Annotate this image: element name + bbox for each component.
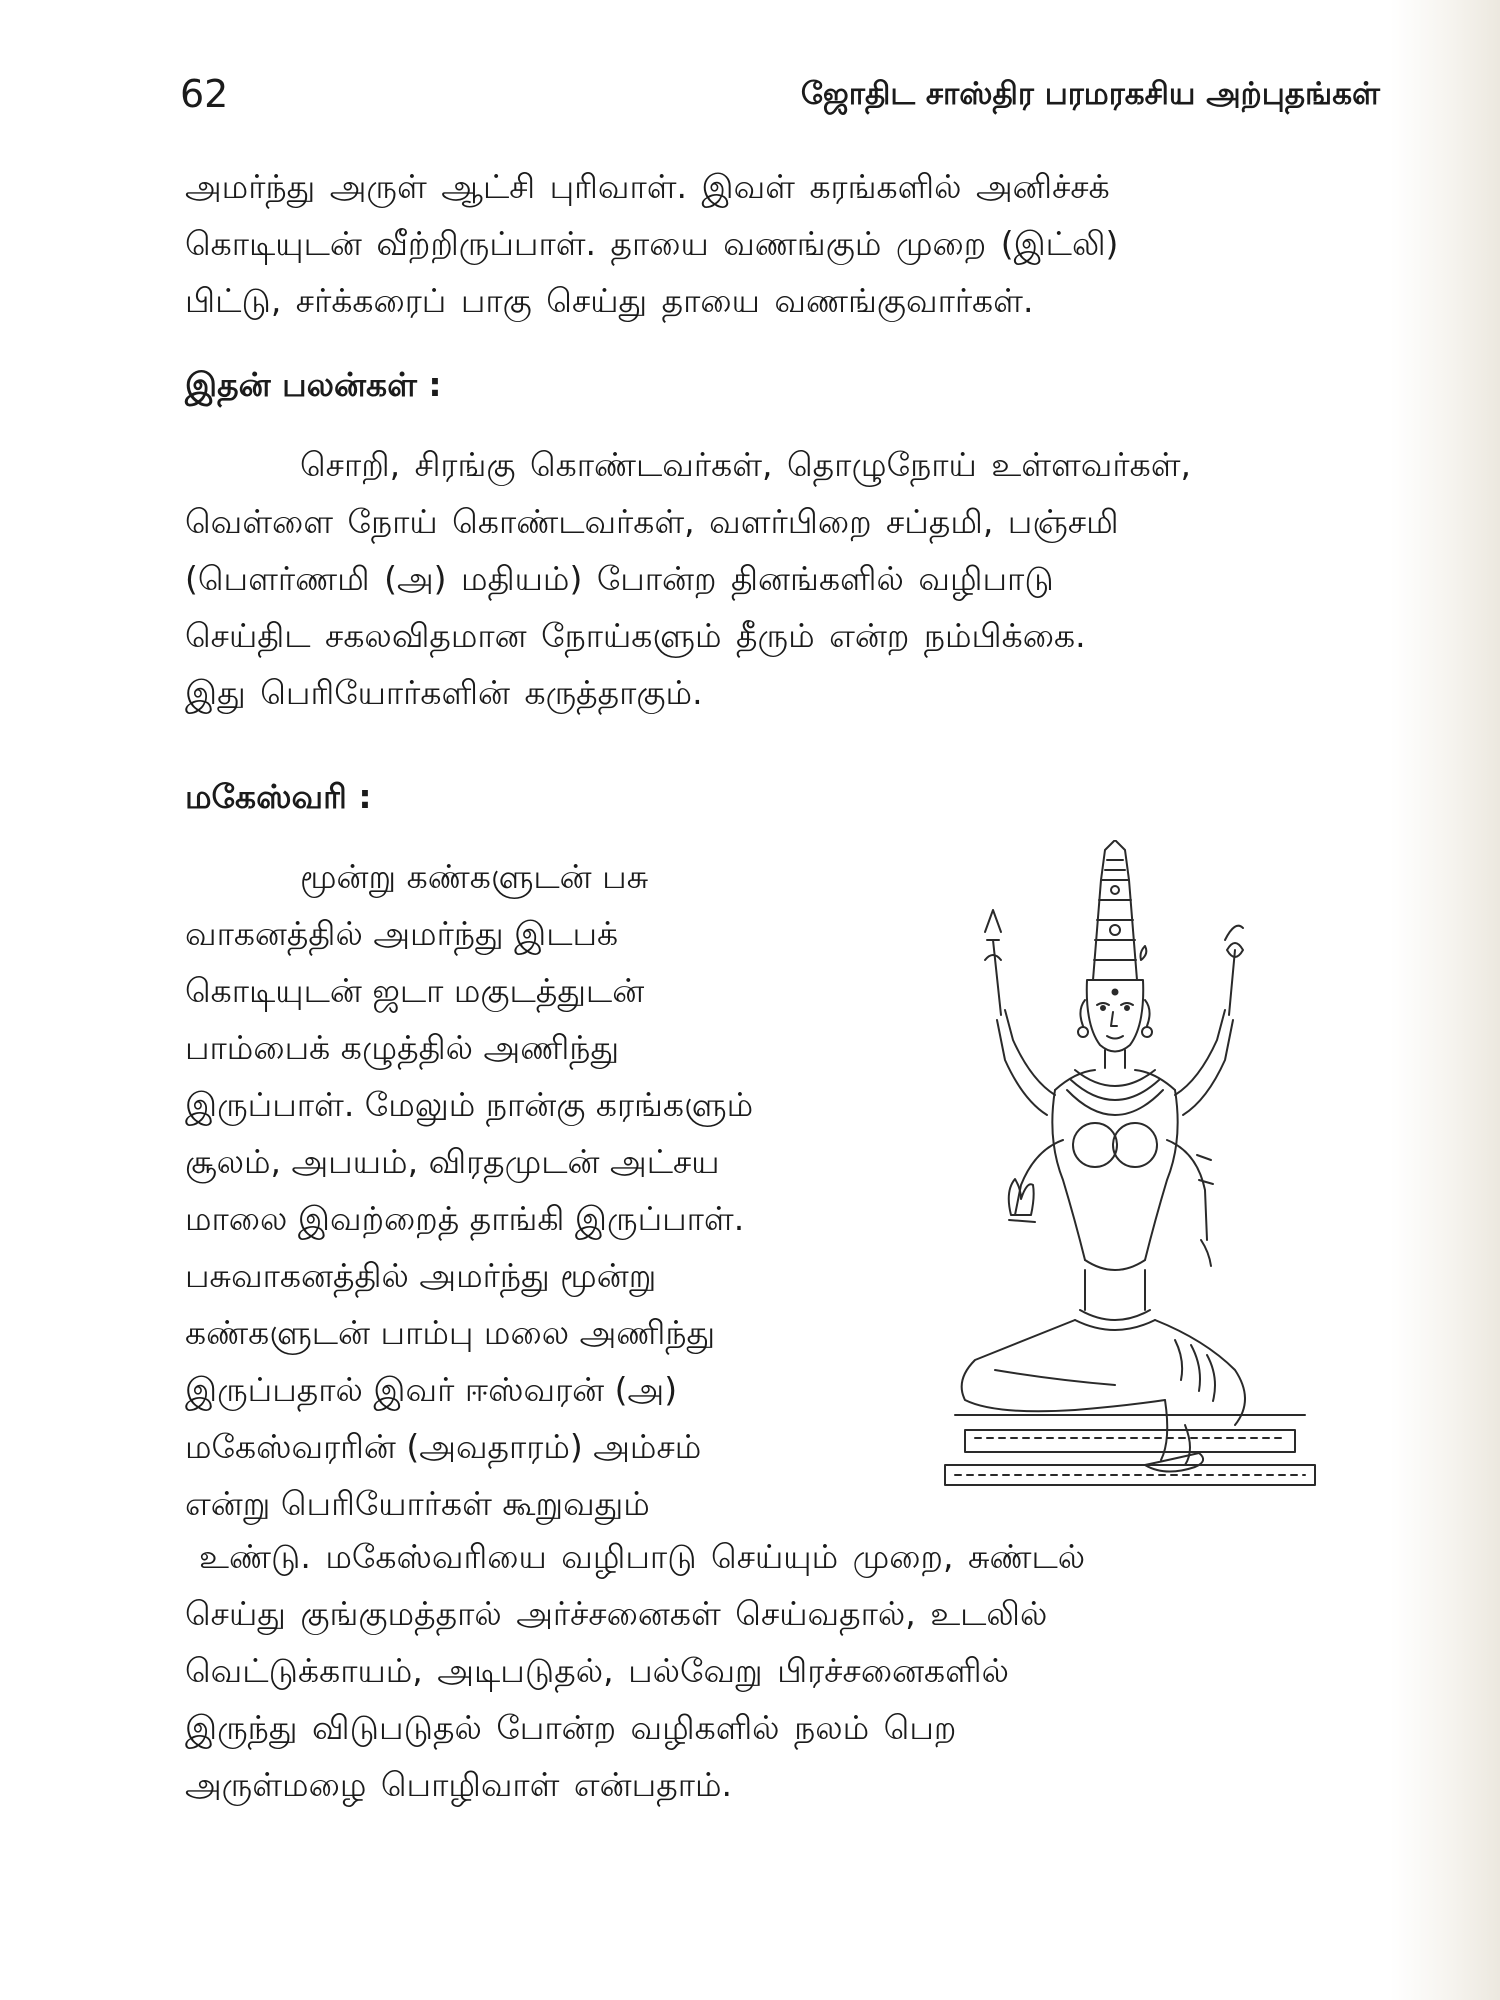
text-line: இருந்து விடுபடுதல் போன்ற வழிகளில் நலம் பெற bbox=[185, 1708, 957, 1747]
text-line: பிட்டு, சர்க்கரைப் பாகு செய்து தாயை வணங்குவார்கள். bbox=[185, 281, 1034, 320]
text-line: இருப்பதால் இவர் ஈஸ்வரன் (அ) bbox=[185, 1370, 678, 1409]
text-line: வாகனத்தில் அமர்ந்து இடபக் bbox=[185, 914, 619, 953]
text-line: (பௌர்ணமி (அ) மதியம்) போன்ற தினங்களில் வழிபாடு bbox=[185, 559, 1054, 598]
text-line: உண்டு. மகேஸ்வரியை வழிபாடு செய்யும் முறை, சுண்டல் bbox=[199, 1537, 1086, 1576]
running-title: ஜோதிட சாஸ்திர பரமரகசிய அற்புதங்கள் bbox=[800, 76, 1380, 112]
maheswari-heading: மகேஸ்வரி : bbox=[185, 777, 372, 816]
maheswari-narrow-paragraph bbox=[185, 848, 885, 1532]
page-header bbox=[180, 66, 1380, 122]
text-line: வெள்ளை நோய் கொண்டவர்கள், வளர்பிறை சப்தமி, பஞ்சமி bbox=[185, 502, 1119, 541]
text-line: மாலை இவற்றைத் தாங்கி இருப்பாள். bbox=[185, 1199, 745, 1238]
page-number: 62 bbox=[180, 72, 229, 116]
text-line: மகேஸ்வரரின் (அவதாரம்) அம்சம் bbox=[185, 1427, 702, 1466]
intro-paragraph bbox=[185, 158, 1370, 329]
benefits-paragraph bbox=[185, 436, 1370, 721]
text-line: அருள்மழை பொழிவாள் என்பதாம். bbox=[185, 1765, 733, 1804]
text-line: கொடியுடன் வீற்றிருப்பாள். தாயை வணங்கும் முறை (இட்லி) bbox=[185, 224, 1119, 263]
text-line: பசுவாகனத்தில் அமர்ந்து மூன்று bbox=[185, 1256, 657, 1295]
goddess-maheswari-figure bbox=[935, 840, 1335, 1490]
goddess-maheswari-icon bbox=[935, 840, 1335, 1490]
text-line: பாம்பைக் கழுத்தில் அணிந்து bbox=[185, 1028, 620, 1067]
text-line: இது பெரியோர்களின் கருத்தாகும். bbox=[185, 673, 703, 712]
text-line: செய்து குங்குமத்தால் அர்ச்சனைகள் செய்வதால், உடலில் bbox=[185, 1594, 1048, 1633]
text-line: சொறி, சிரங்கு கொண்டவர்கள், தொழுநோய் உள்ளவர்கள், bbox=[300, 445, 1191, 484]
text-line: கொடியுடன் ஜடா மகுடத்துடன் bbox=[185, 971, 645, 1010]
text-line: வெட்டுக்காயம், அடிபடுதல், பல்வேறு பிரச்சனைகளில் bbox=[185, 1651, 1010, 1690]
text-line: இருப்பாள். மேலும் நான்கு கரங்களும் bbox=[185, 1085, 754, 1124]
text-line: அமர்ந்து அருள் ஆட்சி புரிவாள். இவள் கரங்களில் அனிச்சக் bbox=[185, 167, 1110, 206]
text-line: என்று பெரியோர்கள் கூறுவதும் bbox=[185, 1484, 650, 1523]
text-line: கண்களுடன் பாம்பு மலை அணிந்து bbox=[185, 1313, 716, 1352]
text-line: சூலம், அபயம், விரதமுடன் அட்சய bbox=[185, 1142, 720, 1181]
maheswari-full-paragraph bbox=[185, 1528, 1370, 1813]
text-line: மூன்று கண்களுடன் பசு bbox=[300, 857, 649, 896]
page-edge-shading bbox=[1390, 0, 1500, 2000]
benefits-heading: இதன் பலன்கள் : bbox=[185, 365, 442, 404]
text-line: செய்திட சகலவிதமான நோய்களும் தீரும் என்ற நம்பிக்கை. bbox=[185, 616, 1086, 655]
